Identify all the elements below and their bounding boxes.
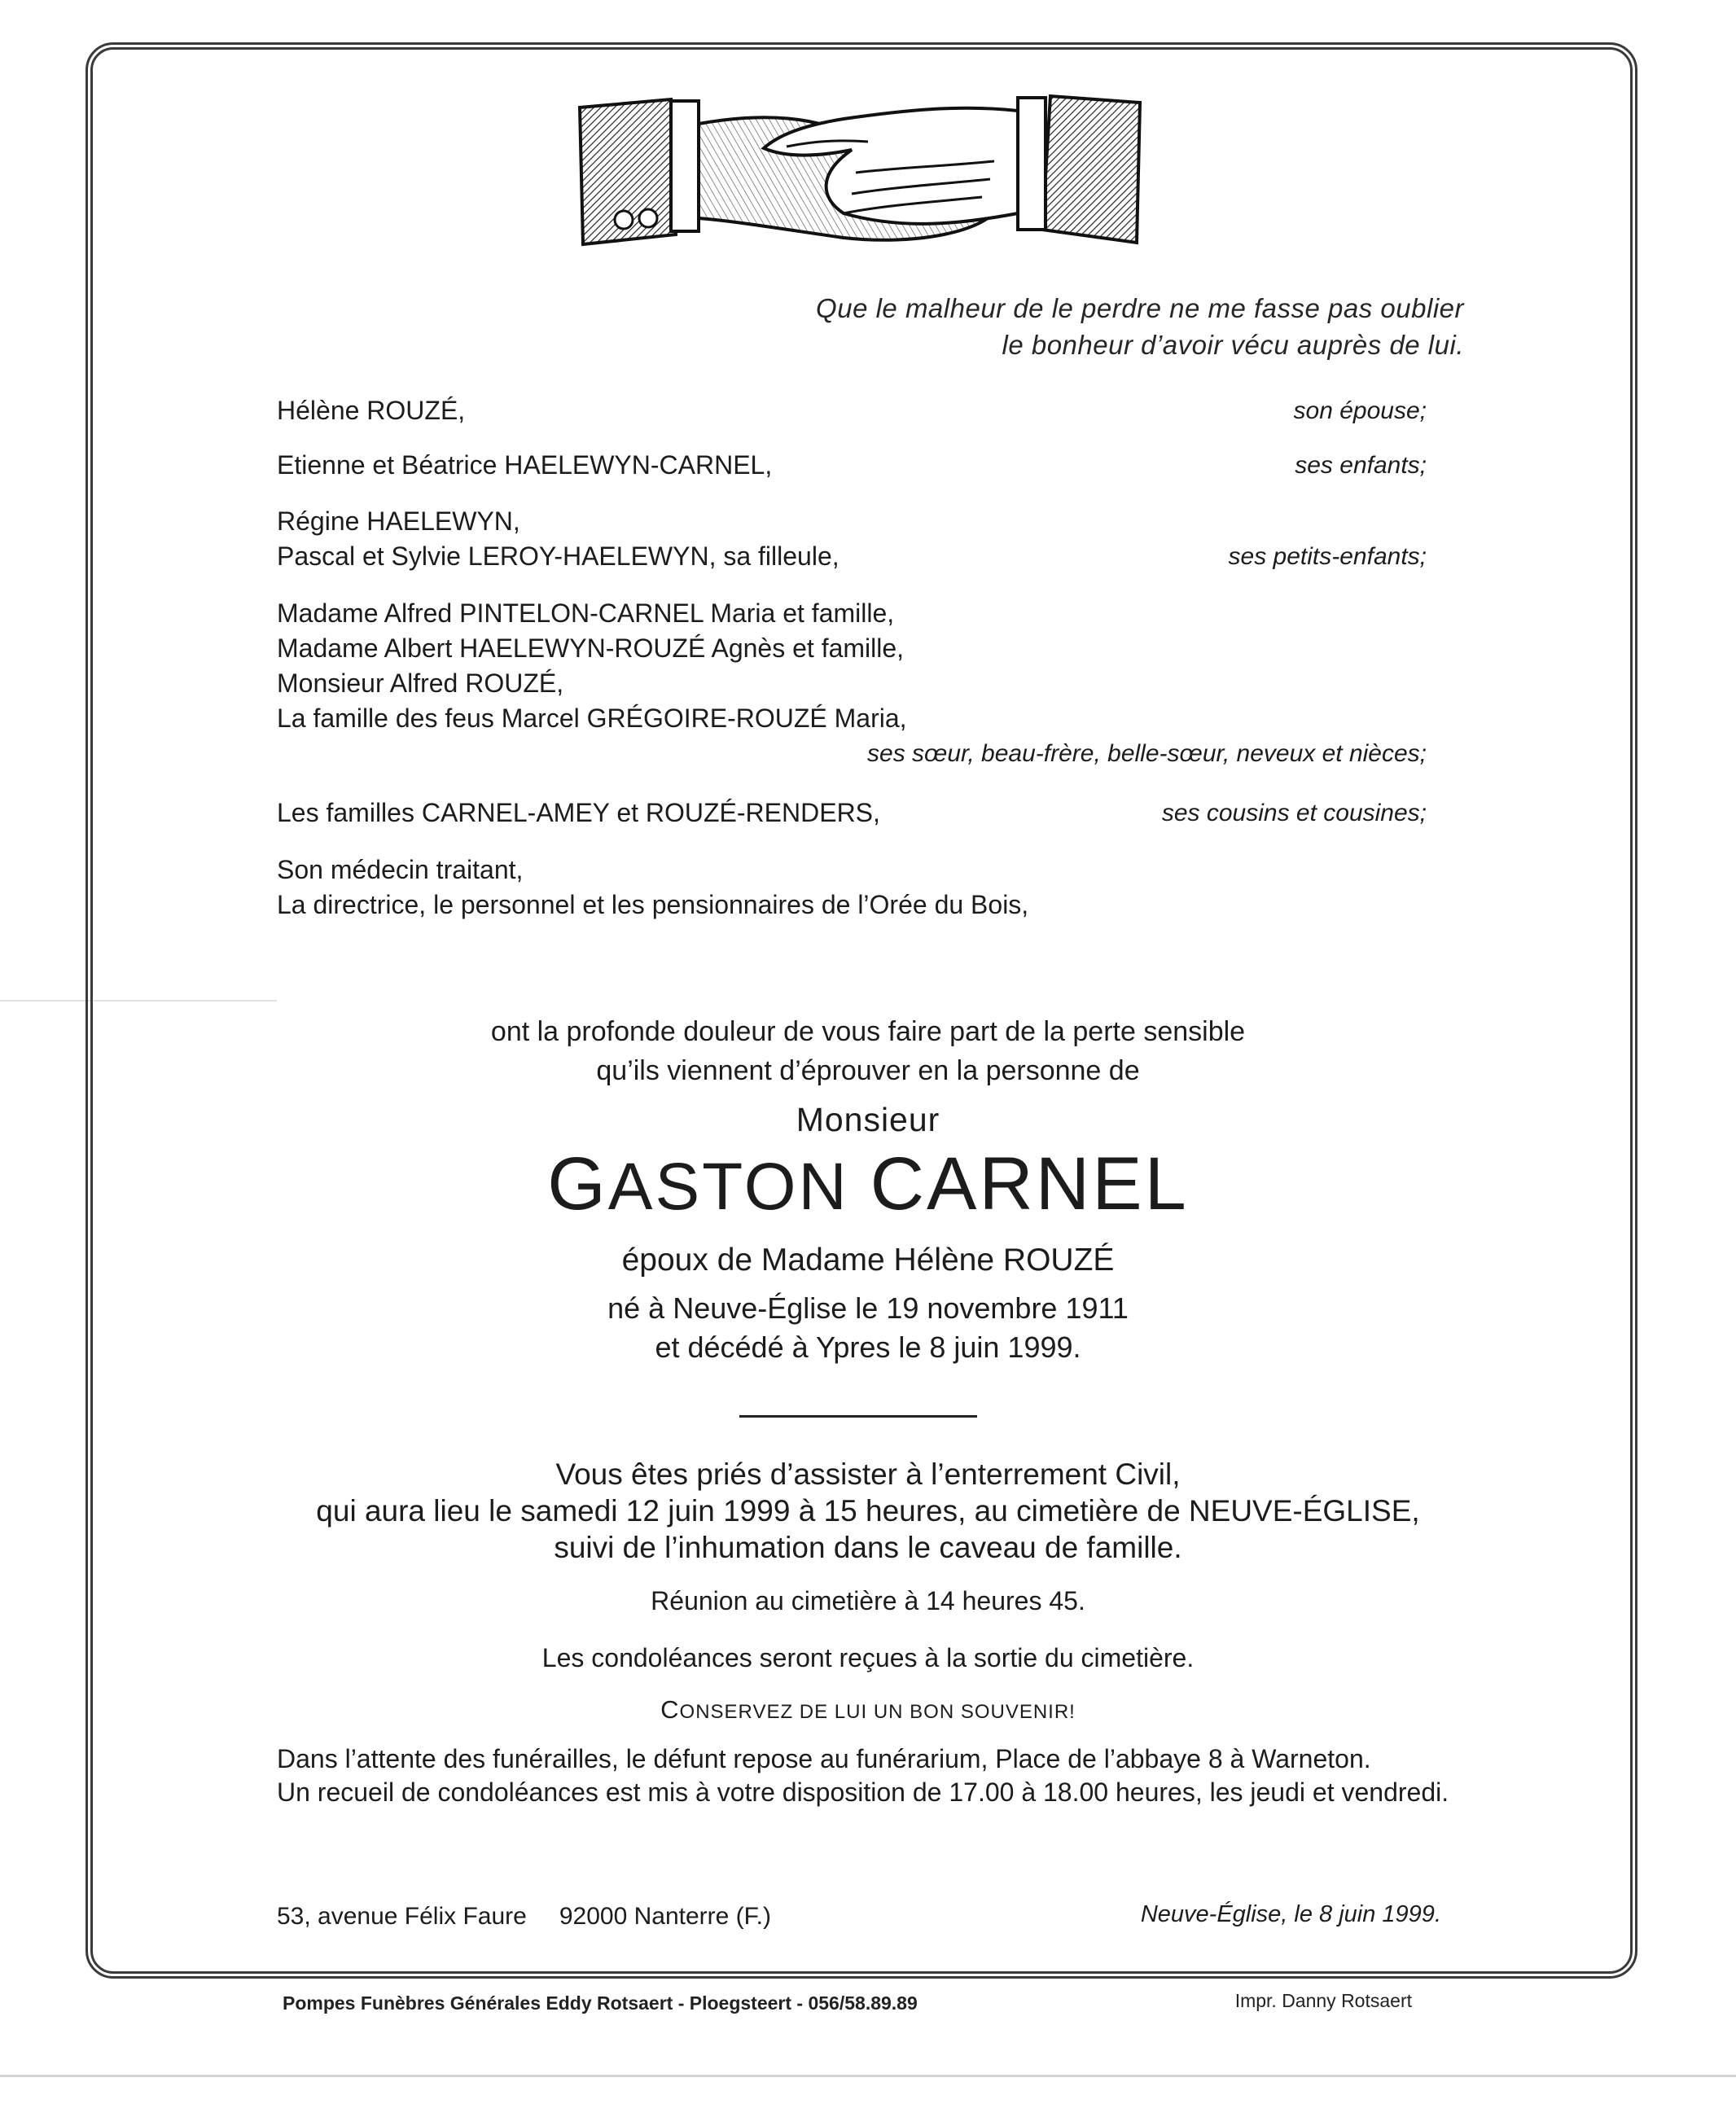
mourner-name: Régine HAELEWYN,: [277, 506, 520, 536]
handshake-icon: [575, 91, 1145, 254]
mourner-relation: ses cousins et cousines;: [1161, 800, 1427, 826]
deceased-last-name: CARNEL: [870, 1142, 1189, 1225]
undertaker-credit: Pompes Funèbres Générales Eddy Rotsaert - Ploegsteert - 056/58.89.89: [283, 1992, 918, 2014]
deceased-name: [0, 1142, 1736, 1225]
deceased-first-rest: ASTON: [607, 1150, 849, 1224]
address-city: 92000 Nanterre (F.): [559, 1903, 771, 1930]
memory-rest: ONSERVEZ DE LUI UN BON SOUVENIR!: [679, 1701, 1076, 1723]
mourner-entry-caregivers: [277, 853, 1427, 923]
announcement: [0, 1012, 1736, 1090]
deceased-first-initial: G: [547, 1142, 608, 1225]
mourner-name: La directrice, le personnel et les pensionnaires de l’Orée du Bois,: [277, 890, 1029, 919]
death-line: et décédé à Ypres le 8 juin 1999.: [655, 1330, 1081, 1364]
family-address: [277, 1903, 771, 1931]
mourner-name: Hélène ROUZÉ,: [277, 396, 466, 425]
wake-line: Dans l’attente des funérailles, le défunt repose au funérarium, Place de l’abbaye 8 à Warneton.: [277, 1744, 1371, 1773]
mourner-relation: ses petits-enfants;: [1228, 543, 1427, 570]
deceased-dates: [0, 1289, 1736, 1367]
announcement-line: qu’ils viennent d’éprouver en la personne de: [596, 1055, 1140, 1086]
epigraph: [816, 290, 1464, 363]
ceremony-line: suivi de l’inhumation dans le caveau de famille.: [554, 1531, 1182, 1564]
mourner-entry-cousins: [277, 796, 1427, 831]
mourner-name: Monsieur Alfred ROUZÉ,: [277, 668, 564, 698]
gathering-time: Réunion au cimetière à 14 heures 45.: [651, 1586, 1085, 1615]
address-street: 53, avenue Félix Faure: [277, 1903, 527, 1930]
section-divider: [739, 1415, 977, 1418]
mourner-entry-spouse: [277, 393, 1427, 428]
wake-info: [277, 1742, 1449, 1809]
ceremony-details: [0, 1456, 1736, 1566]
ceremony-line: qui aura lieu le samedi 12 juin 1999 à 15 heures, au cimetière de NEUVE-ÉGLISE,: [316, 1494, 1420, 1528]
memory-motto: [0, 1695, 1736, 1725]
mourner-entry-grandchildren: [277, 504, 1427, 574]
epigraph-line: le bonheur d’avoir vécu auprès de lui.: [1002, 330, 1464, 360]
memory-initial: C: [660, 1695, 680, 1724]
mourner-name: Les familles CARNEL-AMEY et ROUZÉ-RENDERS,: [277, 798, 880, 827]
epigraph-line: Que le malheur de le perdre ne me fasse pas oublier: [816, 293, 1464, 323]
mourner-name: Madame Alfred PINTELON-CARNEL Maria et famille,: [277, 598, 895, 628]
condolences-note: Les condoléances seront reçues à la sortie du cimetière.: [541, 1643, 1195, 1672]
mourner-relation: ses enfants;: [1295, 452, 1427, 479]
mourner-name: Pascal et Sylvie LEROY-HAELEWYN, sa filleule,: [277, 541, 840, 571]
printer-credit: Impr. Danny Rotsaert: [1234, 1990, 1412, 2011]
mourner-relation: ses sœur, beau-frère, belle-sœur, neveux et nièces;: [867, 740, 1427, 767]
deceased-spouse-line: époux de Madame Hélène ROUZÉ: [621, 1243, 1115, 1278]
mourner-name: Etienne et Béatrice HAELEWYN-CARNEL,: [277, 450, 773, 480]
deceased-honorific: Monsieur: [796, 1101, 940, 1138]
wake-line: Un recueil de condoléances est mis à votre disposition de 17.00 à 18.00 heures, les jeudi et vendredi.: [277, 1777, 1449, 1807]
announcement-line: ont la profonde douleur de vous faire part de la perte sensible: [490, 1016, 1246, 1047]
ceremony-line: Vous êtes priés d’assister à l’enterrement Civil,: [555, 1457, 1181, 1491]
place-and-date: Neuve-Église, le 8 juin 1999.: [1140, 1901, 1441, 1927]
mourner-entry-siblings: [277, 596, 1427, 771]
paper-bottom-edge: [0, 2075, 1736, 2077]
mourner-entry-children: [277, 448, 1427, 483]
mourner-name: Son médecin traitant,: [277, 855, 524, 884]
mourner-name: Madame Albert HAELEWYN-ROUZÉ Agnès et famille,: [277, 633, 905, 663]
mourner-name: La famille des feus Marcel GRÉGOIRE-ROUZÉ Maria,: [277, 704, 907, 733]
birth-line: né à Neuve-Église le 19 novembre 1911: [607, 1291, 1129, 1325]
mourner-relation: son épouse;: [1293, 397, 1427, 424]
